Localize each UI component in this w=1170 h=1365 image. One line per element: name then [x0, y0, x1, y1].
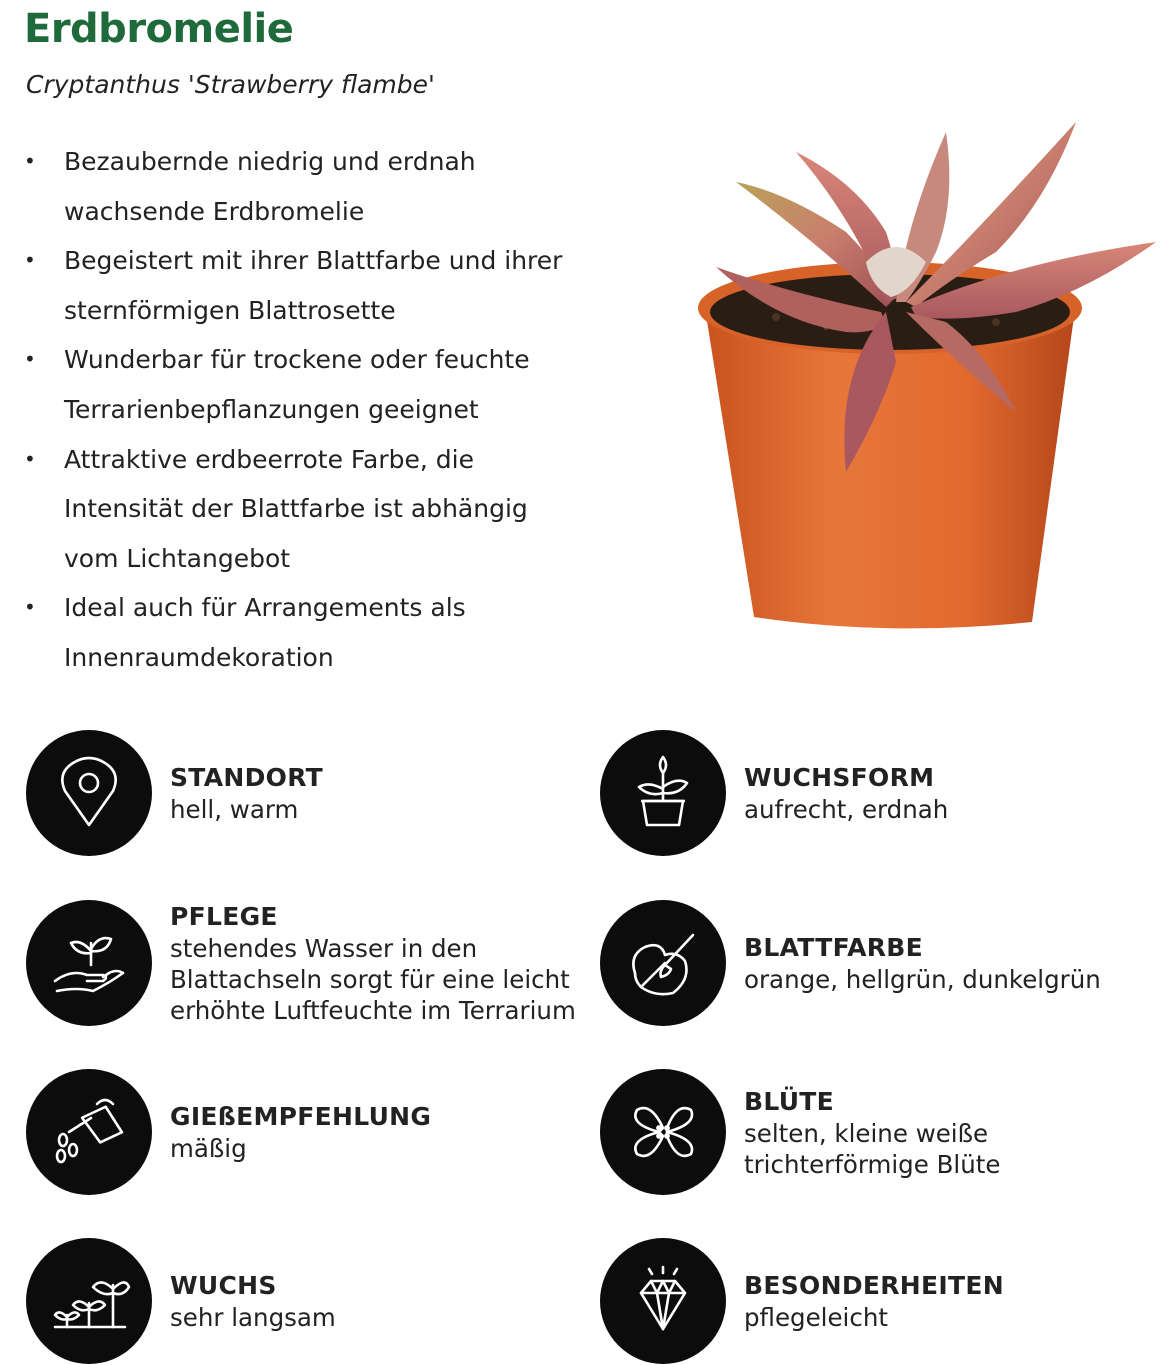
feature-standort — [26, 730, 323, 856]
bullet-text-line: Terrarienbepflanzungen geeignet — [64, 394, 479, 424]
product-photo-bromeliad — [696, 112, 1162, 637]
feature-value: Blattachseln sorgt für eine leicht — [170, 965, 570, 994]
feature-blattfarbe — [600, 900, 1101, 1026]
botanical-name: Cryptanthus 'Strawberry flambe' — [26, 70, 435, 99]
feature-value: trichterförmige Blüte — [744, 1149, 1001, 1179]
feature-heading: BLATTFARBE — [744, 933, 924, 962]
feature-heading: WUCHS — [170, 1271, 277, 1300]
feature-value: aufrecht, erdnah — [744, 795, 949, 824]
feature-value: mäßig — [170, 1134, 247, 1163]
bullet-item — [24, 236, 584, 335]
bullet-text-line: Wunderbar für trockene oder feuchte — [64, 345, 530, 375]
bullet-item — [24, 583, 584, 682]
bullet-text-line: Begeistert mit ihrer Blattfarbe und ihrer — [64, 246, 563, 276]
location-pin-icon — [26, 730, 152, 856]
bullet-item — [24, 137, 584, 236]
potted-plant-icon — [600, 730, 726, 856]
feature-bullet-list — [24, 137, 584, 683]
feature-heading: BLÜTE — [744, 1086, 835, 1116]
feature-wuchsform — [600, 730, 948, 856]
feature-heading: BESONDERHEITEN — [744, 1271, 1004, 1300]
flower-icon — [600, 1069, 726, 1195]
bullet-text-line: vom Lichtangebot — [64, 543, 291, 573]
feature-giessempfehlung — [26, 1069, 431, 1195]
page-title: Erdbromelie — [24, 6, 294, 52]
bullet-item — [24, 435, 584, 584]
feature-bluete — [600, 1069, 1000, 1195]
bullet-dot: • — [24, 446, 36, 471]
bullet-text-line: Innenraumdekoration — [64, 642, 334, 672]
feature-wuchs — [26, 1238, 336, 1364]
feature-value: stehendes Wasser in den — [170, 934, 478, 963]
feature-value: hell, warm — [170, 795, 299, 824]
bullet-dot: • — [24, 595, 36, 620]
bullet-text-line: Bezaubernde niedrig und erdnah — [64, 147, 476, 176]
bullet-text-line: wachsende Erdbromelie — [64, 196, 365, 226]
feature-pflege — [26, 900, 576, 1026]
leaf-brush-icon — [600, 900, 726, 1026]
feature-heading: WUCHSFORM — [744, 763, 935, 792]
feature-value: orange, hellgrün, dunkelgrün — [744, 965, 1101, 994]
bullet-item — [24, 335, 584, 434]
bullet-dot: • — [24, 248, 36, 273]
hand-seedling-icon — [26, 900, 152, 1026]
bullet-dot: • — [24, 149, 36, 173]
bullet-dot: • — [24, 347, 36, 372]
feature-value: sehr langsam — [170, 1303, 336, 1332]
feature-besonderheiten — [600, 1238, 1004, 1364]
bullet-text-line: Intensität der Blattfarbe ist abhängig — [64, 494, 528, 524]
growth-seedlings-icon — [26, 1238, 152, 1364]
feature-heading: STANDORT — [170, 763, 323, 792]
feature-heading: PFLEGE — [170, 902, 278, 931]
watering-can-icon — [26, 1069, 152, 1195]
bullet-text-line: Attraktive erdbeerrote Farbe, die — [64, 444, 474, 474]
feature-heading: GIEßEMPFEHLUNG — [170, 1102, 432, 1131]
feature-value: erhöhte Luftfeuchte im Terrarium — [170, 996, 576, 1025]
diamond-icon — [600, 1238, 726, 1364]
feature-value: selten, kleine weiße — [744, 1118, 989, 1148]
bullet-text-line: Ideal auch für Arrangements als — [64, 593, 466, 623]
feature-value: pflegeleicht — [744, 1303, 888, 1332]
bullet-text-line: sternförmigen Blattrosette — [64, 295, 396, 325]
